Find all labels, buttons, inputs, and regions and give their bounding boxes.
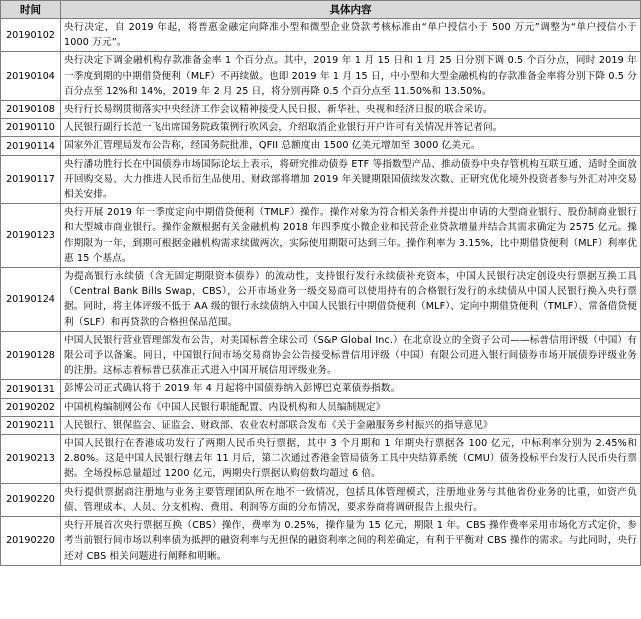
- table-row: [1, 204, 641, 268]
- row-date: 20190211: [1, 416, 61, 434]
- table-row: [1, 155, 641, 204]
- table-row: [1, 19, 641, 52]
- table-row: [1, 137, 641, 155]
- row-content: 彭博公司正式确认将于 2019 年 4 月起将中国债券纳入彭博巴克莱债券指数。: [61, 380, 641, 398]
- table-row: [1, 268, 641, 332]
- row-date: 20190220: [1, 517, 61, 566]
- table-row: [1, 119, 641, 137]
- table-row: [1, 101, 641, 119]
- row-date: 20190114: [1, 137, 61, 155]
- row-date: 20190131: [1, 380, 61, 398]
- header-date: 时间: [1, 1, 61, 19]
- table-row: [1, 52, 641, 101]
- row-content: 中国机构编制网公布《中国人民银行职能配置、内设机构和人员编制规定》: [61, 398, 641, 416]
- row-content: 人民银行副行长范一飞出席国务院政策例行吹风会，介绍取消企业银行开户许可有关情况并答记者问。: [61, 119, 641, 137]
- row-date: 20190202: [1, 398, 61, 416]
- row-content: 人民银行、银保监会、证监会、财政部、农业农村部联合发布《关于金融服务乡村振兴的指导意见》: [61, 416, 641, 434]
- row-content: 中国人民银行营业管理部发布公告，对美国标普全球公司（S&P Global Inc.）在北京设立的全资子公司——标普信用评级（中国）有限公司予以备案。同日，中国银行间市场交易商协会公告接受标普信用评级（中国）有限公司进入银行间债券市场开展债券评级业务的注册。这标志着标普已获准正式进入中国开展信用评级业务。: [61, 331, 641, 380]
- row-date: 20190220: [1, 483, 61, 516]
- table-row: [1, 380, 641, 398]
- row-date: 20190123: [1, 204, 61, 268]
- table-row: [1, 398, 641, 416]
- row-date: 20190213: [1, 435, 61, 484]
- table-row: [1, 416, 641, 434]
- row-content: 央行提供票据商注册地与业务主要管理团队所在地不一致情况，包括具体管理模式，注册地业务与其他省份业务的比重，如资产负债、管理成本、人员、分支机构、费用、利润等方面的分布情况，要求券商将调研报告上报央行。: [61, 483, 641, 516]
- row-content: 央行决定，自 2019 年起，将普惠金融定向降准小型和微型企业贷款考核标准由“单户授信小于 500 万元”调整为“单户授信小于 1000 万元”。: [61, 19, 641, 52]
- table-row: [1, 517, 641, 566]
- row-date: 20190108: [1, 101, 61, 119]
- row-date: 20190110: [1, 119, 61, 137]
- row-content: 央行潘功胜行长在中国债券市场国际论坛上表示，将研究推动债券 ETF 等指数型产品、推动债券中央存管机构互联互通、适时全面放开回购交易、大力推进人民币衍生品使用、财政部将增加 2019 年关键期限国债续发次数、正研究优化境外投资者参与外汇对冲交易相关安排。: [61, 155, 641, 204]
- row-date: 20190102: [1, 19, 61, 52]
- row-content: 为提高银行永续债（含无固定期限资本债券）的流动性，支持银行发行永续债补充资本，中国人民银行决定创设央行票据互换工具（Central Bank Bills Swap，CBS），公开市场业务一级交易商可以使用持有的合格银行发行的永续债从中国人民银行换入央行票据。同时，将主体评级不低于 AA 级的银行永续债纳入中国人民银行中期借贷便利（MLF）、定向中期借贷便利（TMLF）、常备借贷便利（SLF）和再贷款的合格担保品范围。: [61, 268, 641, 332]
- row-date: 20190124: [1, 268, 61, 332]
- row-content: 央行开展首次央行票据互换（CBS）操作，费率为 0.25%，操作量为 15 亿元，期限 1 年。CBS 操作费率采用市场化方式定价，参考当前银行间市场以利率债为抵押的融资利率与无担保的融资利率之间的利差确定，有利于平衡对 CBS 操作的需求。与此同时，央行还对 CBS 相关问题进行阐释和明晰。: [61, 517, 641, 566]
- row-date: 20190128: [1, 331, 61, 380]
- header-content: 具体内容: [61, 1, 641, 19]
- table-row: [1, 435, 641, 484]
- row-content: 央行开展 2019 年一季度定向中期借贷便利（TMLF）操作。操作对象为符合相关条件并提出申请的大型商业银行、股份制商业银行和大型城市商业银行。操作金额根据有关金融机构 2018 年四季度小微企业和民营企业贷款增量并结合其需求确定为 2575 亿元。操作期限为一年，到期可根据金融机构需求续做两次，实际使用期限可达到三年。操作利率为 3.15%，比中期借贷便利（MLF）利率优惠 15 个基点。: [61, 204, 641, 268]
- row-date: 20190117: [1, 155, 61, 204]
- row-content: 央行决定下调金融机构存款准备金率 1 个百分点。其中，2019 年 1 月 15 日和 1 月 25 日分别下调 0.5 个百分点，同时 2019 年一季度到期的中期借贷便利（MLF）不再续做。也即 2019 年 1 月 15 日，中小型和大型金融机构的存款准备金率将分别下降 0.5 分百分点至 12%和 14%，2019 年 2 月 25 日，将分别再降 0.5 个百分点至 11.50%和 13.50%。: [61, 52, 641, 101]
- row-content: 央行行长易纲贯彻落实中央经济工作会议精神接受人民日报、新华社、央视和经济日报的联合采访。: [61, 101, 641, 119]
- table-row: [1, 331, 641, 380]
- row-date: 20190104: [1, 52, 61, 101]
- table-row: [1, 483, 641, 516]
- row-content: 中国人民银行在香港成功发行了两期人民币央行票据，其中 3 个月期和 1 年期央行票据各 100 亿元，中标利率分别为 2.45%和 2.80%。这是中国人民银行继去年 11 月后，第二次通过香港金管局债务工具中央结算系统（CMU）债务投标平台发行人民币央行票据。全场投标总量超过 1200 亿元，两期央行票据认购倍数均超过 6 倍。: [61, 435, 641, 484]
- row-content: 国家外汇管理局发布公告称，经国务院批准，QFII 总额度由 1500 亿美元增加至 3000 亿美元。: [61, 137, 641, 155]
- table-header-row: [1, 1, 641, 19]
